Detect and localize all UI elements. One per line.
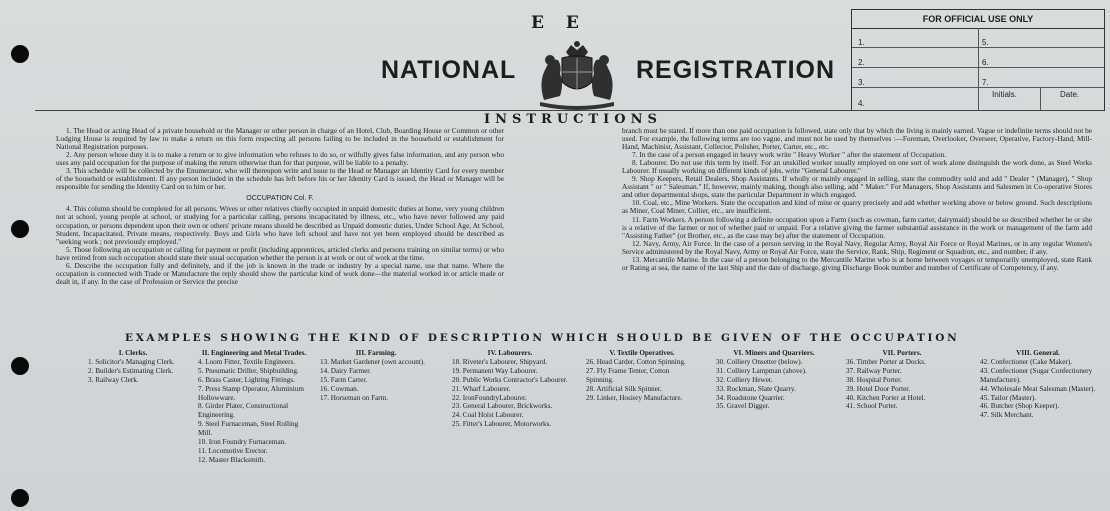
group-heading: I. Clerks.	[118, 349, 148, 357]
instructions-right-column	[622, 127, 1092, 272]
instruction-paragraph: 2. Any person whose duty it is to make a return or to give information who refuses to do so, or wilfully gives false information, and any person who uses any paid occupation for the purpose of making the return otherwise than for that purpose, will be liable to a penalty.	[56, 150, 504, 168]
example-item: 30. Colliery Onsetter (below).	[716, 357, 803, 366]
field-number: 2.	[858, 58, 865, 67]
instruction-paragraph: 9. Shop Keepers, Retail Dealers, Shop Assistants. If wholly or mainly engaged in selling, state the commodity sold and add " Dealer " (Manager), " Shop Assistant " or " Salesman." If, however, mainly making, though also selling, add " Maker." For Managers, Shop Assistants and Salesmen in Co-operative Stores and other departmental shops, state the particular Department in which engaged.	[622, 174, 1092, 200]
example-item: 20. Public Works Contractor's Labourer.	[452, 375, 568, 384]
instruction-paragraph: 6. Describe the occupation fully and definitely, and if the job is known in the trade or industry by a special name, use that name. Where the occupation is connected with Trade or Manufacture the reply should show the particular kind of work done—the material worked in or article made or dealt in, if any. In the case of Profession or Service the precise	[56, 260, 504, 286]
example-item: 6. Brass Caster, Lighting Fittings.	[198, 375, 295, 384]
example-item: 27. Fly Frame Tenter, Cotton Spinning.	[586, 366, 670, 384]
example-item: 46. Butcher (Shop Keeper).	[980, 402, 1060, 411]
example-item: 23. General Labourer, Brickworks.	[452, 402, 553, 411]
instruction-paragraph: 5. Those following an occupation or calling for payment or profit (including apprentices, articled clerks and persons training on similar terms) or who have retired from such occupation should state their usual occupation whether the person is at work or out of work at the time.	[56, 244, 504, 262]
field-number: 1.	[858, 38, 865, 47]
title-national: NATIONAL	[381, 56, 517, 84]
example-item: 45. Tailor (Master).	[980, 393, 1037, 402]
divider	[35, 110, 1103, 111]
example-group-farming	[320, 349, 432, 402]
example-item: 42. Confectioner (Cake Maker).	[980, 357, 1073, 366]
example-group-labourers	[452, 349, 568, 429]
instruction-paragraph: 11. Farm Workers. A person following a definite occupation upon a Farm (such as cowman, farm carter, dairymaid) should be so described whether he or she is a relative of the farmer or not of whether paid or unpaid. For a relative giving the farmer substantial assistance in the work or management of the farm add "Assisting Father" (or Brother, etc., as the case may be) after the statement of Occupation.	[622, 214, 1092, 240]
divider	[852, 67, 1104, 68]
example-group-textile	[586, 349, 698, 402]
group-heading: II. Engineering and Metal Trades.	[201, 349, 307, 357]
example-item: 13. Market Gardener (own account).	[320, 357, 425, 366]
punch-hole	[11, 357, 29, 375]
instruction-paragraph: 4. This column should be completed for all persons. Wives or other relatives chiefly occupied in unpaid domestic duties at home, very young children not at school, young people at school, or studying for a particular calling, persons incapacitated by illness, etc., who have never followed any paid occupation, or persons dependent upon their own or others' private means should be described as Unpaid domestic duties, Under School Age, At School, Student, Incapacitated, Private means, respectively. Boys and Girls who have left school and have not yet been employed should be described as "seeking work ; not previously employed."	[56, 204, 504, 246]
punch-hole	[11, 45, 29, 63]
example-item: 33. Rockman, Slate Quarry.	[716, 384, 796, 393]
example-item: 43. Confectioner (Sugar Confectionery Manufacture).	[980, 366, 1093, 384]
punch-hole	[11, 220, 29, 238]
occupation-heading: OCCUPATION Col. F.	[246, 195, 314, 203]
field-number: 7.	[982, 78, 989, 87]
example-item: 41. School Porter.	[846, 402, 898, 411]
instruction-paragraph: 12. Navy, Army, Air Force. In the case of a person serving in the Royal Navy, Regular Army, Royal Air Force or Royal Marines, or in any regular Women's Service administered by the Royal Navy, Army or Royal Air Force, state the Service, Rank, Ship, Regiment or Squadron, etc., and number, if any.	[622, 238, 1092, 256]
form-prefix: E E	[531, 13, 587, 33]
example-item: 25. Fitter's Labourer, Motorworks.	[452, 420, 552, 429]
example-item: 26. Head Carder, Cotton Spinning.	[586, 357, 686, 366]
instructions-left-column	[56, 127, 504, 286]
example-item: 47. Silk Merchant.	[980, 411, 1034, 420]
field-number: 6.	[982, 58, 989, 67]
example-item: 12. Master Blacksmith.	[198, 455, 266, 464]
example-item: 35. Gravel Digger.	[716, 402, 770, 411]
punch-hole	[11, 489, 29, 507]
example-item: 24. Coal Hoist Labourer.	[452, 411, 524, 420]
title-registration: REGISTRATION	[636, 56, 836, 84]
field-number: 5.	[982, 38, 989, 47]
example-item: 37. Railway Porter.	[846, 366, 902, 375]
group-heading: VII. Porters.	[882, 349, 922, 357]
instruction-paragraph: branch must be stated. If more than one paid occupation is followed, state only that by which the living is mainly earned. Vague or indefinite terms should not be used. For example, the following terms are too vague, and must not be used by themselves :—Foreman, Overlooker, Overseer, Operative, Factory-Hand, Mill-Hand, Machinist, Assistant, Collector, Polisher, Porter, Carter, etc., etc.	[622, 126, 1092, 152]
example-item: 32. Colliery Hewer.	[716, 375, 773, 384]
group-heading: VIII. General.	[1016, 349, 1060, 357]
group-heading: III. Farming.	[355, 349, 397, 357]
divider	[1040, 87, 1041, 110]
initials-label: Initials.	[992, 90, 1017, 99]
example-item: 39. Hotel Door Porter.	[846, 384, 911, 393]
field-number: 3.	[858, 78, 865, 87]
example-item: 10. Iron Foundry Furnaceman.	[198, 438, 287, 447]
example-item: 8. Girder Plater, Constructional Engineering.	[198, 402, 289, 420]
group-heading: V. Textile Operatives.	[609, 349, 675, 357]
example-item: 3. Railway Clerk.	[88, 375, 139, 384]
instruction-paragraph: 3. This schedule will be collected by the Enumerator, who will thereupon write and issue to the Head or Manager an Identity Card for every member of the household or establishment. If any person included in the schedule has left before his or her Identity Card is issued, the Head or Manager will be responsible for sending the Identity Card on to him or her.	[56, 166, 504, 192]
example-group-clerks	[88, 349, 178, 385]
example-item: 7. Press Stamp Operator, Aluminium Hollowware.	[198, 384, 304, 402]
example-group-general	[980, 349, 1096, 420]
example-group-porters	[846, 349, 958, 411]
example-item: 11. Locomotive Erector.	[198, 446, 268, 455]
example-item: 5. Pneumatic Driller, Shipbuilding.	[198, 366, 299, 375]
example-item: 40. Kitchen Porter at Hotel.	[846, 393, 926, 402]
instruction-paragraph: 10. Coal, etc., Mine Workers. State the occupation and kind of mine or quarry precisely and add whether working above or below ground. Such descriptions as Miner, Coal Miner, Collier, etc., are insufficient.	[622, 198, 1092, 216]
example-item: 22. IronFoundryLabourer.	[452, 393, 527, 402]
example-item: 34. Roadstone Quarrier.	[716, 393, 785, 402]
example-item: 19. Permanent Way Labourer.	[452, 366, 538, 375]
royal-coat-of-arms-icon	[532, 38, 622, 110]
example-item: 15. Farm Carter.	[320, 375, 368, 384]
instruction-paragraph: 7. In the case of a person engaged in heavy work write " Heavy Worker " after the statement of Occupation.	[632, 150, 947, 160]
official-use-box	[851, 9, 1105, 111]
example-item: 4. Loom Fitter, Textile Engineers.	[198, 357, 296, 366]
instructions-title: INSTRUCTIONS	[484, 112, 662, 127]
examples-title: EXAMPLES SHOWING THE KIND OF DESCRIPTION WHICH SHOULD BE GIVEN OF THE OCCUPATION	[125, 332, 960, 344]
group-heading: VI. Miners and Quarriers.	[733, 349, 815, 357]
divider	[852, 47, 1104, 48]
official-use-title: FOR OFFICIAL USE ONLY	[852, 10, 1104, 29]
example-group-miners	[716, 349, 832, 411]
example-item: 2. Builder's Estimating Clerk.	[88, 366, 174, 375]
example-group-engineering	[198, 349, 310, 465]
example-item: 31. Colliery Lampman (above).	[716, 366, 807, 375]
divider	[978, 87, 1104, 88]
instruction-paragraph: 8. Labourer. Do not use this term by itself. For an unskilled worker usually employed on one sort of work alone distinguish the work done, as Steel Works Labourer. If usually working on different kinds of jobs, write "General Labourer."	[622, 158, 1092, 176]
example-item: 9. Steel Furnaceman, Steel Rolling Mill.	[198, 420, 299, 438]
instruction-paragraph: 13. Mercantile Marine. In the case of a person belonging to the Mercantile Marine who is at home between voyages or temporarily unemployed, state Rank or Rating at sea, the name of the last Ship and the date of discharge, giving Discharge Book number and number of Certificate of Competency, if any.	[622, 254, 1092, 272]
date-label: Date.	[1060, 90, 1080, 99]
divider	[852, 87, 978, 88]
group-heading: IV. Labourers.	[487, 349, 533, 357]
example-item: 16. Cowman.	[320, 384, 359, 393]
example-item: 36. Timber Porter at Docks.	[846, 357, 926, 366]
instruction-paragraph: 1. The Head or acting Head of a private household or the Manager or other person in charge of an Hotel, Club, Boarding House or Common or other Lodging House is required by law to make a return on this form respecting all persons failing to be included in the household or establishment for National Registration purposes.	[56, 126, 504, 152]
example-item: 29. Linker, Hosiery Manufacture.	[586, 393, 683, 402]
example-item: 28. Artificial Silk Spinner.	[586, 384, 662, 393]
example-item: 17. Horseman on Farm.	[320, 393, 389, 402]
example-item: 38. Hospital Porter.	[846, 375, 902, 384]
field-number: 4.	[858, 99, 865, 108]
example-item: 1. Solicitor's Managing Clerk.	[88, 357, 175, 366]
example-item: 21. Wharf Labourer.	[452, 384, 511, 393]
example-item: 44. Wholesale Meat Salesman (Master).	[980, 384, 1096, 393]
example-item: 14. Dairy Farmer.	[320, 366, 372, 375]
divider	[978, 28, 979, 110]
example-item: 18. Riveter's Labourer, Shipyard.	[452, 357, 548, 366]
